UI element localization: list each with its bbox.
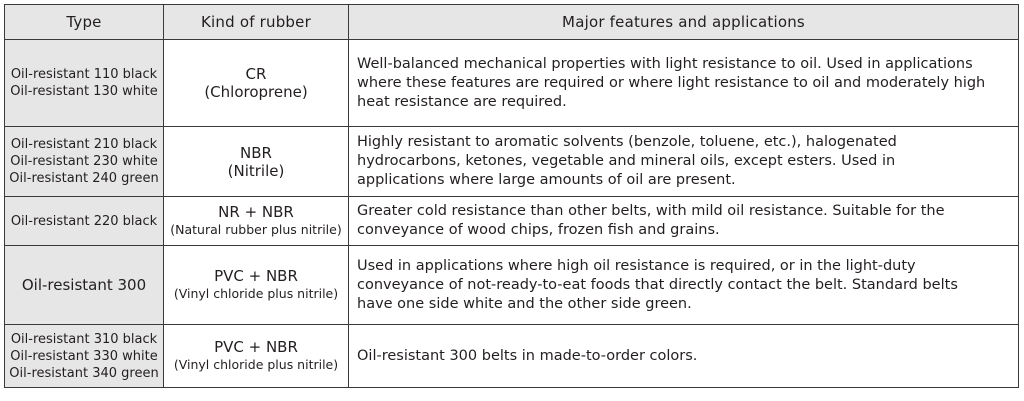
- kind-description: (Vinyl chloride plus nitrile): [173, 286, 339, 301]
- type-cell: [5, 40, 164, 127]
- feature-line: applications where large amounts of oil are present.: [357, 172, 736, 188]
- type-cell: [5, 197, 164, 246]
- table-row: [5, 246, 1019, 325]
- kind-description: (Nitrile): [227, 161, 285, 180]
- kind-name: PVC + NBR: [214, 338, 298, 356]
- type-line: Oil-resistant 240 green: [9, 171, 159, 186]
- features-cell: [349, 40, 1019, 127]
- header-row: [5, 5, 1019, 40]
- header-major-features: Major features and applications: [349, 5, 1019, 40]
- type-line: Oil-resistant 220 black: [10, 213, 158, 229]
- kind-description: (Vinyl chloride plus nitrile): [173, 357, 339, 372]
- type-line: Oil-resistant 110 black: [10, 67, 158, 82]
- table-row: [5, 197, 1019, 246]
- type-line: Oil-resistant 300: [21, 275, 147, 294]
- kind-cell: [164, 127, 349, 197]
- feature-line: conveyance of wood chips, frozen fish and grains.: [357, 222, 720, 238]
- type-cell: [5, 127, 164, 197]
- header-kind-of-rubber: Kind of rubber: [164, 5, 349, 40]
- type-cell: [5, 325, 164, 388]
- feature-line: hydrocarbons, ketones, vegetable and mineral oils, except esters. Used in: [357, 153, 896, 169]
- features-cell: [349, 197, 1019, 246]
- kind-cell: [164, 40, 349, 127]
- table-row: [5, 325, 1019, 388]
- kind-name: PVC + NBR: [214, 267, 298, 285]
- kind-cell: [164, 197, 349, 246]
- table-row: [5, 40, 1019, 127]
- kind-name: NBR: [240, 143, 272, 162]
- feature-line: Oil-resistant 300 belts in made-to-order colors.: [357, 347, 698, 364]
- features-cell: [349, 325, 1019, 388]
- feature-line: Greater cold resistance than other belts, with mild oil resistance. Suitable for the: [357, 203, 945, 219]
- feature-line: where these features are required or where light resistance to oil and moderately high: [357, 74, 986, 91]
- feature-line: conveyance of not-ready-to-eat foods that directly contact the belt. Standard belts: [357, 276, 958, 293]
- type-cell: [5, 246, 164, 325]
- feature-line: Highly resistant to aromatic solvents (benzole, toluene, etc.), halogenated: [357, 134, 897, 150]
- kind-name: NR + NBR: [218, 203, 294, 221]
- feature-line: Well-balanced mechanical properties with light resistance to oil. Used in applications: [357, 55, 973, 72]
- kind-cell: [164, 246, 349, 325]
- type-line: Oil-resistant 310 black: [10, 331, 158, 347]
- type-line: Oil-resistant 340 green: [9, 365, 159, 381]
- table-row: [5, 127, 1019, 197]
- features-cell: [349, 127, 1019, 197]
- type-line: Oil-resistant 330 white: [10, 348, 158, 364]
- feature-line: Used in applications where high oil resistance is required, or in the light-duty: [357, 257, 916, 274]
- kind-description: (Chloroprene): [204, 83, 308, 101]
- belt-specification-table: [4, 4, 1019, 388]
- feature-line: have one side white and the other side green.: [357, 295, 692, 312]
- kind-cell: [164, 325, 349, 388]
- type-line: Oil-resistant 210 black: [10, 137, 158, 152]
- feature-line: heat resistance are required.: [357, 93, 567, 110]
- type-line: Oil-resistant 230 white: [10, 154, 158, 169]
- header-type: Type: [5, 5, 164, 40]
- type-line: Oil-resistant 130 white: [10, 84, 158, 99]
- kind-name: CR: [245, 65, 267, 83]
- kind-description: (Natural rubber plus nitrile): [170, 222, 342, 237]
- features-cell: [349, 246, 1019, 325]
